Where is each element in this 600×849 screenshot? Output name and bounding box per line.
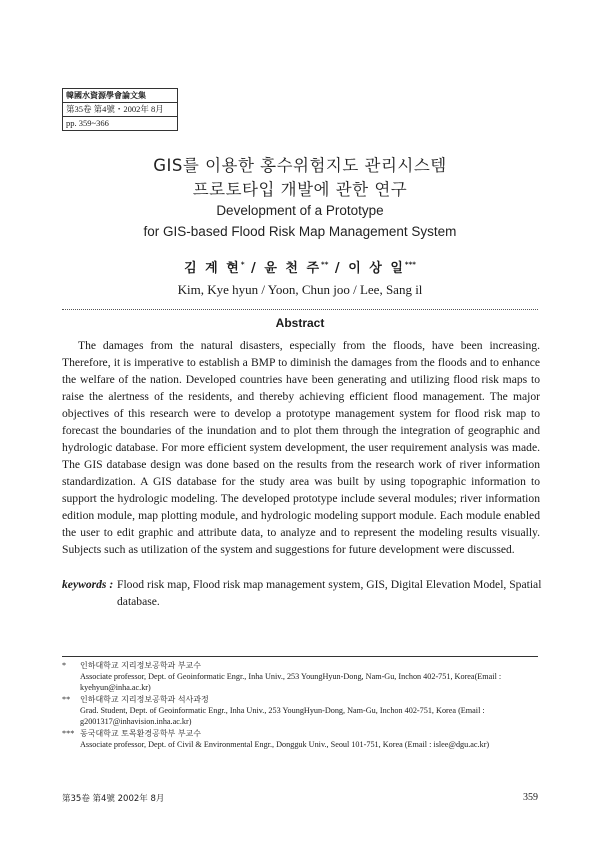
footnotes	[62, 660, 552, 751]
footnote-affiliation-korean: 인하대학교 지리정보공학과 부교수	[80, 661, 202, 670]
author-3-mark: ***	[404, 260, 416, 269]
journal-pages: pp. 359~366	[66, 118, 109, 128]
journal-info-box	[62, 88, 178, 131]
author-separator: /	[328, 261, 349, 276]
keywords	[62, 576, 547, 610]
footnote-affiliation-english: Grad. Student, Dept. of Geoinformatic Engr., Inha Univ., 253 YoungHyun-Dong, Nam-Gu, Inchon 402-751, Korea (Email : g2001317@inhavision.inha.ac.kr)	[80, 706, 485, 726]
keywords-text: Flood risk map, Flood risk map management system, GIS, Digital Elevation Model, Spatial database.	[117, 578, 542, 608]
authors-english: Kim, Kye hyun / Yoon, Chun joo / Lee, Sang il	[177, 282, 423, 297]
title-english-line-1: Development of a Prototype	[216, 203, 384, 218]
journal-volume-issue: 第35卷 第4號・2002年 8月	[63, 103, 177, 117]
footnote-affiliation-english: Associate professor, Dept. of Civil & Environmental Engr., Dongguk Univ., Seoul 101-751, Korea (Email : islee@dgu.ac.kr)	[80, 740, 490, 749]
footnote-divider	[62, 656, 538, 657]
footnote-mark: **	[62, 695, 71, 704]
footnote-item	[62, 694, 552, 727]
footnote-mark: *	[62, 661, 67, 670]
footnote-mark: ***	[62, 729, 75, 738]
journal-name: 韓國水資源學會論文集	[63, 89, 177, 103]
page-number: 359	[523, 792, 538, 803]
author-1-name: 김 계 현	[184, 261, 241, 276]
footnote-affiliation-korean: 동국대학교 토목환경공학부 부교수	[80, 729, 202, 738]
author-2-name: 윤 천 주	[264, 261, 322, 276]
section-divider	[62, 309, 538, 310]
footnote-item	[62, 660, 552, 693]
footnote-affiliation-korean: 인하대학교 지리정보공학과 석사과정	[80, 695, 209, 704]
authors-korean	[0, 257, 600, 276]
footnote-item	[62, 728, 552, 750]
abstract-heading: Abstract	[275, 316, 325, 330]
title-korean-line-2: 프로토타입 개발에 관한 연구	[192, 180, 408, 199]
title-english-line-2: for GIS-based Flood Risk Map Management System	[143, 224, 457, 239]
author-3-name: 이 상 일	[348, 261, 405, 276]
footer-issue: 第35卷 第4號 2002年 8月	[62, 794, 165, 804]
footnote-affiliation-english: Associate professor, Dept. of Geoinformatic Engr., Inha Univ., 253 YoungHyun-Dong, Nam-Gu, Inchon 402-751, Korea(Email : kyehyun@inha.ac.kr)	[80, 672, 502, 692]
keywords-label: keywords :	[62, 578, 114, 591]
author-2-mark: **	[321, 260, 329, 269]
author-1-mark: *	[240, 260, 245, 269]
title-korean-line-1: GIS를 이용한 홍수위험지도 관리시스템	[153, 156, 447, 175]
abstract-body: The damages from the natural disasters, especially from the floods, have been increasing. Therefore, it is imperative to establish a BMP to diminish the damages from the floods and to enhance the welfare of the nation. Developed countries have been generating and utilizing flood risk maps to raise the alertness of the residents, and thereby achieving efficient flood management. The major objectives of this research were to develop a prototype management system for flood risk map to forecast the boundaries of the inundation and to plot them through the integration of geographic and hydrologic database. For more efficient system development, the user requirement analysis was made. The GIS database design was done based on the results from the research work of river information standardization. A GIS database for the study area was built by using topographic information to support the hydrologic modeling. The developed prototype include several modules; river information edition module, map plotting module, and hydrologic modeling support module. Each module enabled the user to edit graphic and attribute data, to analyze and to represent the modeling results visually. Subjects such as utilization of the system and suggestions for future development were discussed.	[62, 339, 540, 556]
author-separator: /	[244, 261, 265, 276]
